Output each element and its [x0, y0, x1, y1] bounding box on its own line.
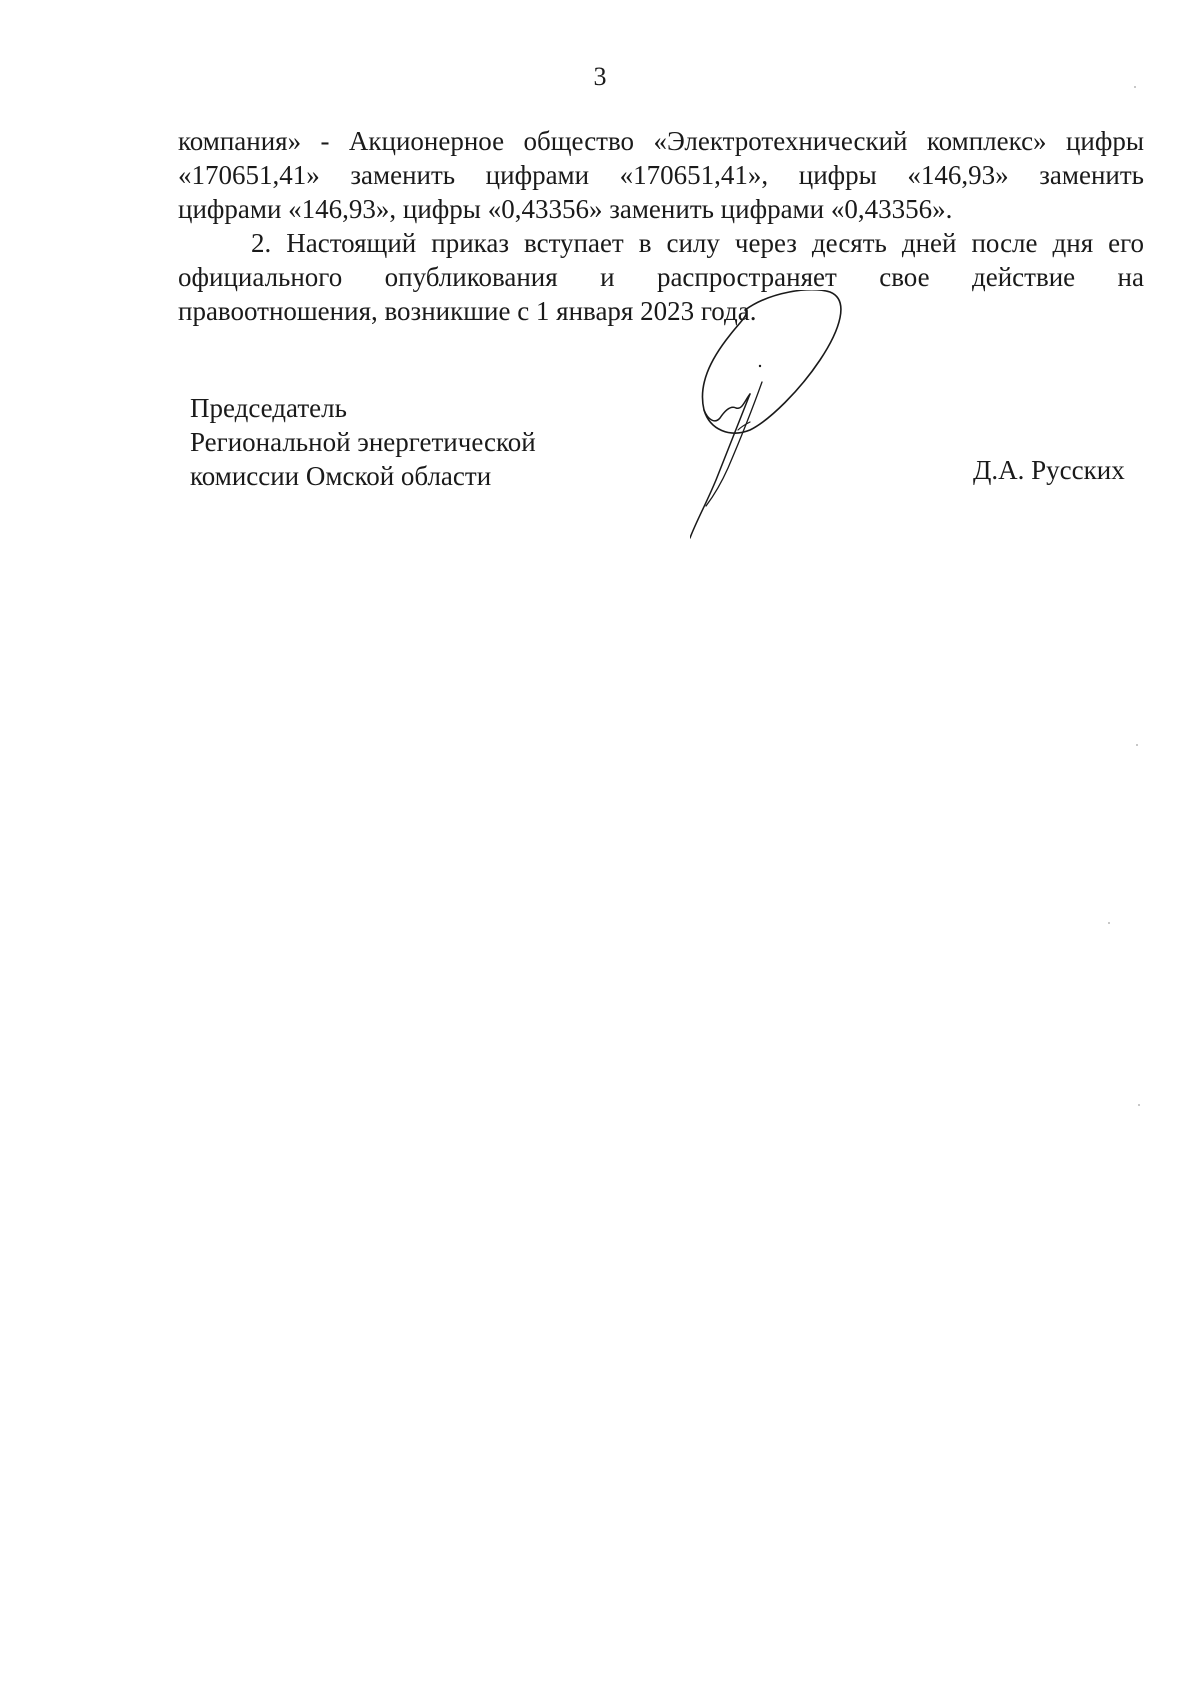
paragraph-line: правоотношения, возникшие с 1 января 2023 года.: [178, 296, 757, 326]
paragraph-line: цифрами «146,93», цифры «0,43356» заменить цифрами «0,43356».: [178, 194, 953, 224]
scan-speck: [1138, 1104, 1140, 1106]
position-line: комиссии Омской области: [190, 461, 492, 491]
paragraph-line: «170651,41» заменить цифрами «170651,41», цифры «146,93» заменить: [178, 160, 1144, 190]
page-number: 3: [593, 62, 607, 91]
signatory-name: Д.А. Русских: [973, 455, 1125, 485]
position-line: Председатель: [190, 393, 347, 423]
signatory-position: [190, 391, 536, 493]
paragraph-line: официального опубликования и распространяет свое действие на: [178, 262, 1144, 292]
scan-speck: [1134, 86, 1136, 88]
handwritten-signature: [690, 290, 890, 560]
paragraph-line: 2. Настоящий приказ вступает в силу через десять дней после дня его: [251, 228, 1144, 258]
paragraph-line: компания» - Акционерное общество «Электротехнический комплекс» цифры: [178, 126, 1144, 156]
position-line: Региональной энергетической: [190, 427, 536, 457]
scan-speck: [1108, 922, 1110, 924]
scan-speck: [1136, 744, 1138, 746]
